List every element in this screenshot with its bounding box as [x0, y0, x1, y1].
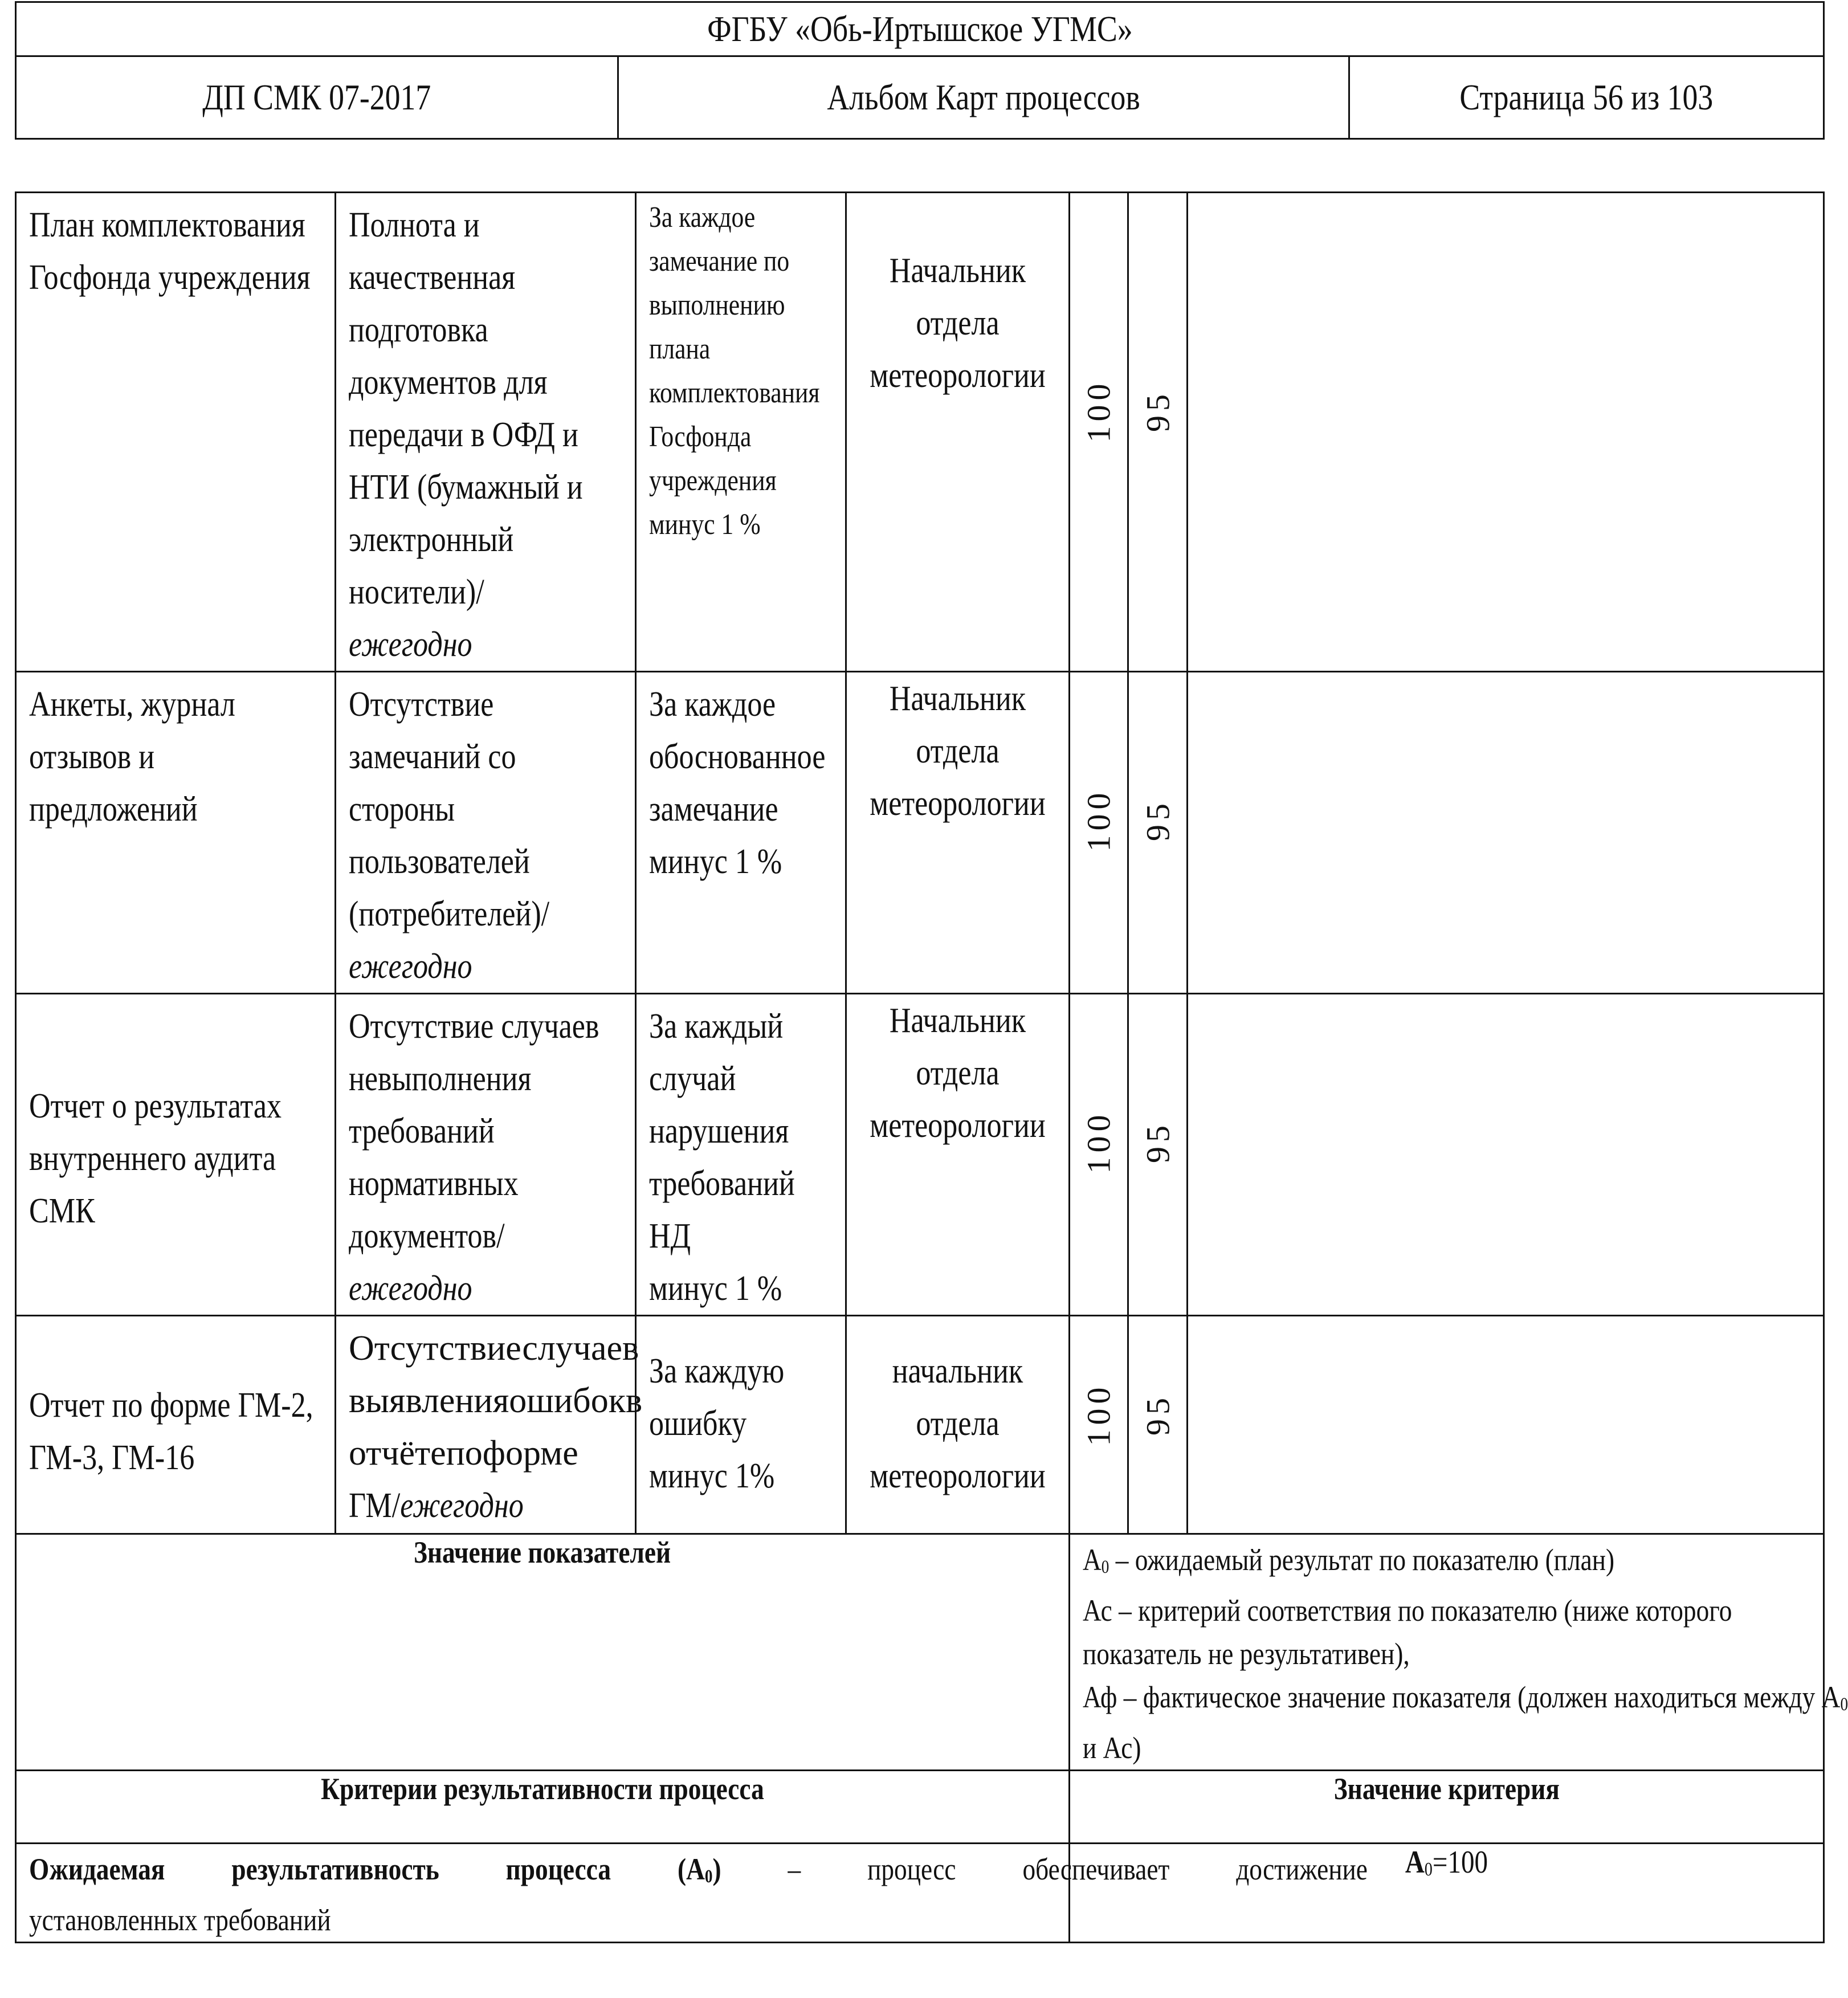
- criteria-value-header: Значение критерия: [1333, 1771, 1560, 1806]
- text-line: выполнению: [649, 289, 785, 321]
- expected-effectiveness-cell: [16, 1843, 1368, 1942]
- criteria-value-header-cell: [1070, 1770, 1824, 1843]
- text-line: комплектования: [649, 377, 820, 409]
- text-line: (потребителей)/: [349, 895, 550, 933]
- a0-value-cell: [1070, 193, 1128, 672]
- text-line: Отчет о результатах: [29, 1087, 282, 1126]
- text-line: НД: [649, 1217, 691, 1255]
- a0-value: 100: [1080, 1383, 1117, 1446]
- word: по: [446, 1434, 483, 1473]
- source-document-cell: [16, 193, 336, 672]
- page-number: Страница 56 из 103: [1349, 56, 1824, 139]
- text-line: За каждое: [649, 201, 756, 234]
- text-line: Анкеты, журнал: [29, 685, 235, 724]
- text-line: пользователей: [349, 842, 530, 881]
- text-line: метеорологии: [870, 1106, 1046, 1145]
- word: ошибок: [509, 1381, 626, 1420]
- text-line: ежегодно: [349, 1269, 472, 1308]
- text-line: За каждую: [649, 1352, 785, 1391]
- values-label: Значение показателей: [414, 1535, 671, 1569]
- text-line: Госфонда учреждения: [29, 258, 311, 297]
- text-line: начальник: [892, 1352, 1023, 1391]
- text-line: отдела: [916, 1054, 1000, 1092]
- a0-value: 100: [1080, 1110, 1117, 1173]
- a0-value: 100: [1080, 379, 1117, 443]
- word: случаев: [522, 1329, 639, 1368]
- word: форме: [482, 1434, 578, 1473]
- penalty-cell: [636, 994, 846, 1316]
- text-line: замечаний со: [349, 737, 516, 776]
- text-line: качественная: [349, 258, 516, 297]
- criteria-header: Критерии результативности процесса: [321, 1771, 764, 1806]
- text-line: [349, 1375, 643, 1427]
- indicator-row: [16, 994, 1824, 1316]
- penalty-cell: [636, 1316, 846, 1534]
- source-document-cell: [16, 672, 336, 994]
- a0-value-cell: [1070, 994, 1128, 1316]
- actual-value-cell: [1188, 193, 1824, 672]
- document-header: [15, 1, 1825, 140]
- ac-value: 95: [1139, 390, 1176, 432]
- source-document-cell: [16, 1316, 336, 1534]
- expected-effectiveness-line1: Ожидаемая результативность процесса $(А_0)$ – процесс обеспечивает достижение: [29, 1852, 1368, 1887]
- actual-value-cell: [1188, 994, 1824, 1316]
- indicator-row: [16, 1316, 1824, 1534]
- text-line: отдела: [916, 304, 1000, 342]
- text-line: стороны: [349, 790, 455, 829]
- text-line: замечание: [649, 790, 778, 829]
- text-line: минус 1 %: [649, 842, 782, 881]
- source-document-cell: [16, 994, 336, 1316]
- text-line: метеорологии: [870, 784, 1046, 823]
- text-line: электронный: [349, 520, 514, 559]
- expected-value: $А_0=100$: [1405, 1844, 1488, 1880]
- text-line: Отсутствие: [349, 685, 494, 724]
- indicator-row: [16, 193, 1824, 672]
- text-line: замечание по: [649, 245, 790, 278]
- text-line: документов для: [349, 363, 548, 402]
- indicator-row: [16, 672, 1824, 994]
- word: выявления: [349, 1381, 509, 1420]
- legend-a0: $А_0$ – ожидаемый результат по показателю (план): [1083, 1543, 1615, 1577]
- text-line: Начальник: [889, 1001, 1026, 1040]
- text-line: ГМ/ежегодно: [349, 1486, 524, 1525]
- text-line: отдела: [916, 1404, 1000, 1443]
- text-line: нарушения: [649, 1112, 789, 1151]
- text-line: подготовка: [349, 311, 488, 349]
- text-line: отзывов и: [29, 737, 155, 776]
- values-label-cell: [16, 1534, 1070, 1771]
- text-line: предложений: [29, 790, 198, 829]
- text-line: нормативных: [349, 1164, 519, 1203]
- indicator-cell: [336, 672, 636, 994]
- legend-cell: [1070, 1534, 1848, 1771]
- ac-value: 95: [1139, 1120, 1176, 1163]
- text-line: За каждое: [649, 685, 776, 724]
- text-line: СМК: [29, 1192, 95, 1230]
- text-line: плана: [649, 333, 711, 365]
- a0-value-cell: [1070, 672, 1128, 994]
- doc-code: ДП СМК 07-2017: [16, 56, 618, 139]
- text-line: метеорологии: [870, 1457, 1046, 1495]
- penalty-cell: [636, 193, 846, 672]
- text-line: внутреннего аудита: [29, 1139, 276, 1178]
- word: в: [625, 1381, 643, 1420]
- text-line: требований: [349, 1112, 495, 1151]
- text-line: передачи в ОФД и: [349, 415, 578, 454]
- actual-value-cell: [1188, 672, 1824, 994]
- responsible-cell: [846, 1316, 1070, 1534]
- text-line: обоснованное: [649, 737, 826, 776]
- text-line: учреждения: [649, 464, 777, 497]
- text-line: Полнота и: [349, 206, 480, 244]
- legend-af-line2: и Ас): [1083, 1730, 1141, 1765]
- text-line: Начальник: [889, 251, 1026, 290]
- ac-value-cell: [1128, 994, 1188, 1316]
- word: отчёте: [349, 1434, 446, 1473]
- text-line: [349, 1427, 622, 1479]
- penalty-cell: [636, 672, 846, 994]
- text-line: ежегодно: [349, 947, 472, 986]
- doc-title: Альбом Карт процессов: [618, 56, 1349, 139]
- word: Отсутствие: [349, 1329, 523, 1368]
- a0-value: 100: [1080, 788, 1117, 851]
- text-line: НТИ (бумажный и: [349, 468, 583, 507]
- text-line: минус 1 %: [649, 508, 761, 541]
- text-line: ошибку: [649, 1404, 747, 1443]
- text-line: ежегодно: [349, 625, 472, 664]
- text-line: минус 1 %: [649, 1269, 782, 1308]
- ac-value: 95: [1139, 798, 1176, 841]
- ac-value: 95: [1139, 1393, 1176, 1436]
- text-line: За каждый: [649, 1007, 784, 1046]
- text-line: требований: [649, 1164, 795, 1203]
- text-line: носители)/: [349, 573, 484, 611]
- indicator-cell: [336, 994, 636, 1316]
- responsible-cell: [846, 994, 1070, 1316]
- text-line: [349, 1322, 639, 1375]
- responsible-cell: [846, 193, 1070, 672]
- criteria-header-cell: [16, 1770, 1070, 1843]
- text-line: Госфонда: [649, 421, 752, 453]
- legend-ac-line2: показатель не результативен),: [1083, 1636, 1410, 1671]
- indicator-cell: [336, 193, 636, 672]
- text-line: План комплектования: [29, 206, 305, 244]
- text-line: минус 1%: [649, 1457, 775, 1495]
- ac-value-cell: [1128, 1316, 1188, 1534]
- legend-af-line1: Аф – фактическое значение показателя (должен находиться между $А_0$: [1083, 1679, 1848, 1715]
- text-line: Отсутствие случаев: [349, 1007, 599, 1046]
- text-line: Отчет по форме ГМ-2,: [29, 1386, 313, 1425]
- indicator-cell: [336, 1316, 643, 1534]
- organization-name: ФГБУ «Обь-Иртышское УГМС»: [16, 2, 1824, 56]
- expected-effectiveness-line2: установленных требований: [29, 1902, 331, 1937]
- responsible-cell: [846, 672, 1070, 994]
- process-indicators-table: [15, 191, 1848, 1943]
- a0-value-cell: [1070, 1316, 1128, 1534]
- text-line: ГМ-3, ГМ-16: [29, 1438, 195, 1477]
- text-line: невыполнения: [349, 1059, 532, 1098]
- text-line: Начальник: [889, 679, 1026, 718]
- legend-ac-line1: Ас – критерий соответствия по показателю (ниже которого: [1083, 1593, 1732, 1628]
- text-line: отдела: [916, 732, 1000, 770]
- actual-value-cell: [1188, 1316, 1824, 1534]
- text-line: документов/: [349, 1217, 505, 1255]
- ac-value-cell: [1128, 193, 1188, 672]
- ac-value-cell: [1128, 672, 1188, 994]
- text-line: метеорологии: [870, 356, 1046, 395]
- text-line: случай: [649, 1059, 736, 1098]
